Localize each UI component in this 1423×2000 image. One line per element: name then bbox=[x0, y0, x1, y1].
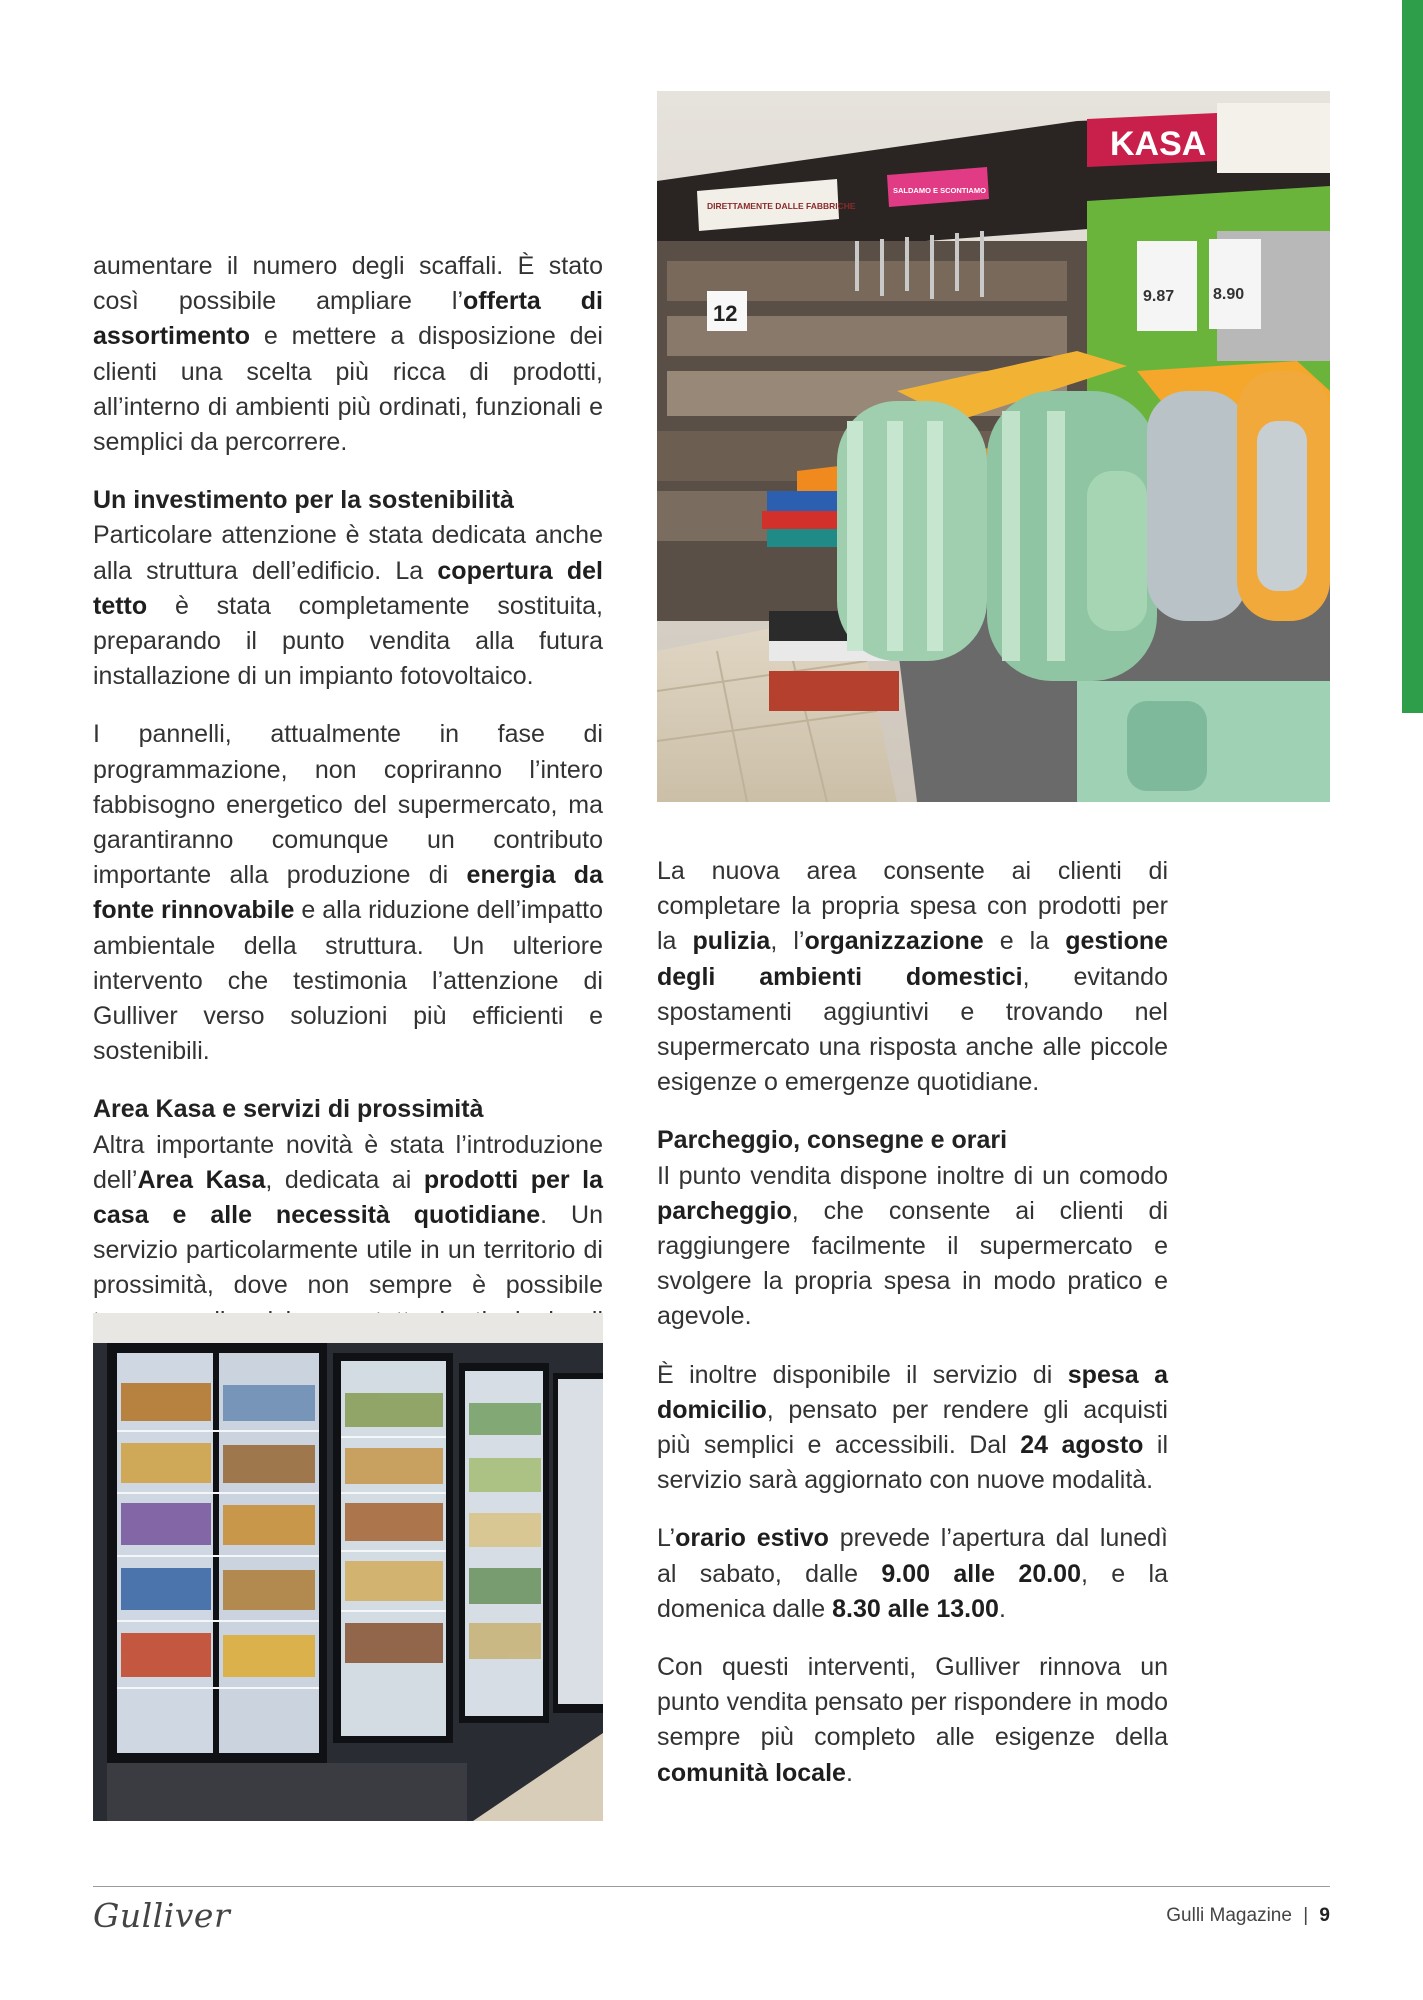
orario-paragraph: L’orario estivo prevede l’apertura dal lunedì al sabato, dalle 9.00 alle 20.00, e la domenica dalle 8.30 alle 13.00. bbox=[657, 1524, 1169, 1623]
svg-text:DIRETTAMENTE DALLE FABBRICHE bbox=[707, 201, 856, 211]
footer-page-info bbox=[1166, 1905, 1330, 1927]
sostenibilita-paragraph-1: Particolare attenzione è stata dedicata anche alla struttura dell’edificio. La copertura del tetto è stata completamente sostituita, preparando il punto vendita alla futura installazione di un impianto fotovoltaico. bbox=[93, 521, 603, 691]
sostenibilita-paragraph-2: I pannelli, attualmente in fase di programmazione, non copriranno l’intero fabbisogno energetico del supermercato, ma garantiranno comunque un contributo importante alla produzione di energia da fonte rinnovabile e alla riduzione dell’impatto ambientale della struttura. Un ulteriore intervento che testimonia l’attenzione di Gulliver verso soluzioni più efficienti e sostenibili. bbox=[93, 720, 603, 1066]
heading-parcheggio: Parcheggio, consegne e orari bbox=[657, 1126, 1008, 1155]
kasa-paragraph: La nuova area consente ai clienti di completare la propria spesa con prodotti per la pulizia, l’organizzazione e la gestione degli ambienti domestici, evitando spostamenti aggiuntivi e trovando nel supermercato una risposta anche alle piccole esigenze o emergenze quotidiane. bbox=[657, 857, 1169, 1097]
footer-divider bbox=[93, 1886, 1330, 1887]
direct-sign-text: DIRETTAMENTE DALLE FABBRICHE bbox=[707, 201, 856, 211]
freezer-aisle-photo bbox=[93, 1313, 603, 1821]
area-kasa-paragraph: Altra importante novità è stata l’introduzione dell’Area Kasa, dedicata ai prodotti per la casa e alle necessità quotidiane. Un servizio particolarmente utile in un territorio di prossimità, dove non sempre è possibile bbox=[93, 1130, 603, 1300]
shelf-number: 12 bbox=[713, 301, 738, 326]
kasa-logo-text: KASA bbox=[1110, 125, 1207, 163]
right-column bbox=[657, 854, 1168, 1814]
heading-area-kasa: Area Kasa e servizi di prossimità bbox=[93, 1095, 484, 1124]
footer-separator: | bbox=[1303, 1905, 1309, 1926]
domicilio-paragraph: È inoltre disponibile il servizio di spesa a domicilio, pensato per rendere gli acquisti più semplici e accessibili. Dal 24 agosto il servizio sarà aggiornato con nuove modalità. bbox=[657, 1360, 1168, 1495]
left-column bbox=[93, 249, 603, 1397]
page-number: 9 bbox=[1319, 1905, 1330, 1926]
closing-paragraph: Con questi interventi, Gulliver rinnova un punto vendita pensato per rispondere in modo sempre più completo alle esigenze della comunità locale. bbox=[657, 1653, 1168, 1787]
svg-text:SALDAMO E SCONTIAMO bbox=[893, 186, 986, 195]
store-kasa-photo bbox=[657, 91, 1330, 802]
price-tag-1: 9.87 bbox=[1143, 288, 1175, 305]
gulliver-logo: Gulliver bbox=[93, 1896, 231, 1935]
intro-paragraph: aumentare il numero degli scaffali. È stato così possibile ampliare l’offerta di assortimento e mettere a disposizione dei clienti una scelta più ricca di prodotti, all’interno di ambienti più ordinati, funzionali e semplici da percorrere. bbox=[93, 252, 604, 457]
promo-sign-text: SALDAMO E SCONTIAMO bbox=[893, 186, 986, 195]
magazine-name: Gulli Magazine bbox=[1166, 1905, 1292, 1926]
price-tag-2: 8.90 bbox=[1213, 286, 1245, 303]
parcheggio-paragraph: Il punto vendita dispone inoltre di un comodo parcheggio, che consente ai clienti di raggiungere facilmente il supermercato e svolgere la propria spesa in modo pratico e agevole. bbox=[657, 1161, 1168, 1331]
heading-sostenibilita: Un investimento per la sostenibilità bbox=[93, 486, 514, 515]
green-side-bar bbox=[1402, 0, 1423, 713]
